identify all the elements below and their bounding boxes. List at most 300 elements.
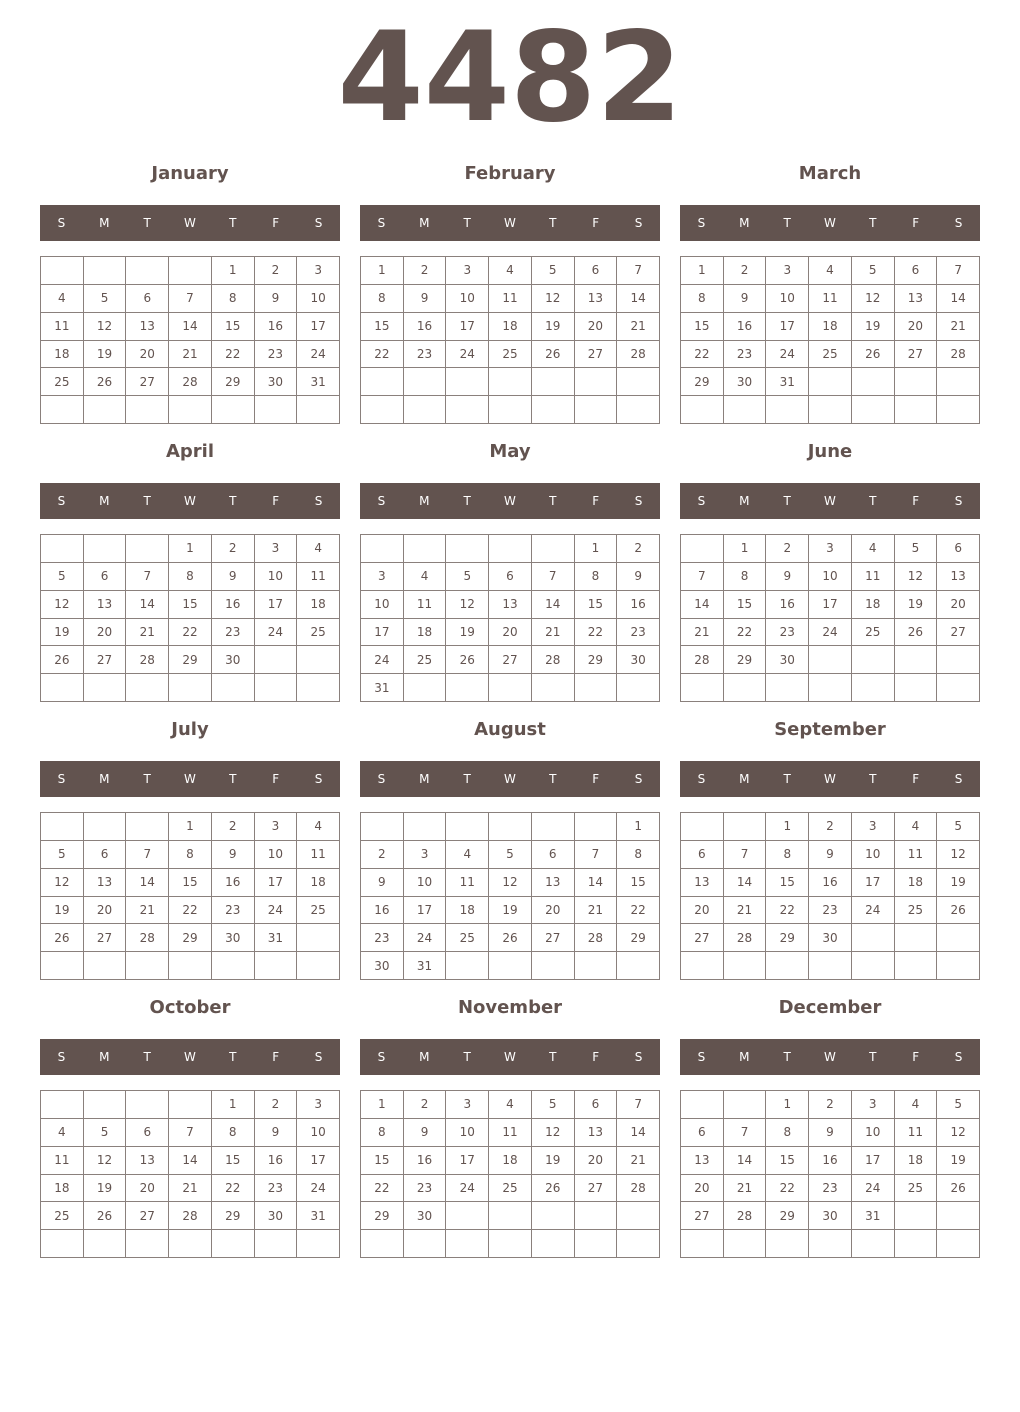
empty-day-cell <box>809 1230 852 1258</box>
weekday-label: S <box>954 772 963 786</box>
empty-day-cell <box>489 952 532 980</box>
empty-day-cell <box>489 1202 532 1230</box>
empty-day-cell <box>937 396 980 424</box>
day-cell: 16 <box>724 313 767 341</box>
day-cell: 20 <box>937 591 980 619</box>
day-cell: 6 <box>84 841 127 869</box>
day-cell: 1 <box>212 1091 255 1119</box>
empty-day-cell <box>895 674 938 702</box>
day-cell: 28 <box>724 1202 767 1230</box>
day-cell: 18 <box>297 591 340 619</box>
empty-day-cell <box>361 396 404 424</box>
day-cell: 13 <box>681 1147 724 1175</box>
day-cell: 27 <box>126 1202 169 1230</box>
weekday-label: M <box>99 772 110 786</box>
empty-day-cell <box>446 1202 489 1230</box>
day-cell: 28 <box>169 368 212 396</box>
empty-day-cell <box>617 368 660 396</box>
month-title: June <box>807 441 853 462</box>
empty-day-cell <box>895 1202 938 1230</box>
empty-day-cell <box>255 674 298 702</box>
day-cell: 30 <box>255 368 298 396</box>
day-cell: 25 <box>489 341 532 369</box>
empty-day-cell <box>84 674 127 702</box>
day-cell: 11 <box>895 1119 938 1147</box>
day-cell: 8 <box>361 285 404 313</box>
weekday-label: S <box>697 1050 706 1064</box>
weekday-header <box>360 205 660 241</box>
day-cell: 15 <box>212 1147 255 1175</box>
day-cell: 21 <box>532 619 575 647</box>
weekday-label: S <box>954 216 963 230</box>
day-cell: 27 <box>84 924 127 952</box>
day-cell: 14 <box>724 869 767 897</box>
day-cell: 13 <box>937 563 980 591</box>
weekday-header <box>360 1039 660 1075</box>
empty-day-cell <box>809 368 852 396</box>
day-cell: 22 <box>212 1175 255 1203</box>
day-cell: 8 <box>575 563 618 591</box>
empty-day-cell <box>895 646 938 674</box>
weekday-header <box>360 483 660 519</box>
weekday-header <box>360 761 660 797</box>
empty-day-cell <box>575 1230 618 1258</box>
day-grid <box>680 534 980 702</box>
day-cell: 1 <box>212 257 255 285</box>
day-cell: 1 <box>169 535 212 563</box>
day-cell: 13 <box>489 591 532 619</box>
empty-day-cell <box>446 674 489 702</box>
day-cell: 5 <box>41 563 84 591</box>
day-grid <box>40 1090 340 1258</box>
empty-day-cell <box>404 535 447 563</box>
weekday-label: T <box>869 1050 877 1064</box>
empty-day-cell <box>766 952 809 980</box>
weekday-label: W <box>184 772 196 786</box>
day-cell: 3 <box>255 535 298 563</box>
day-cell: 25 <box>446 924 489 952</box>
day-cell: 12 <box>41 869 84 897</box>
empty-day-cell <box>852 368 895 396</box>
empty-day-cell <box>852 924 895 952</box>
day-cell: 20 <box>126 341 169 369</box>
day-cell: 7 <box>575 841 618 869</box>
empty-day-cell <box>681 952 724 980</box>
weekday-label: S <box>377 216 386 230</box>
empty-day-cell <box>681 813 724 841</box>
weekday-label: T <box>143 772 151 786</box>
day-cell: 1 <box>169 813 212 841</box>
empty-day-cell <box>489 674 532 702</box>
day-cell: 20 <box>575 1147 618 1175</box>
weekday-label: T <box>143 494 151 508</box>
day-cell: 20 <box>681 1175 724 1203</box>
day-cell: 28 <box>126 924 169 952</box>
day-cell: 27 <box>126 368 169 396</box>
day-cell: 17 <box>852 1147 895 1175</box>
day-cell: 5 <box>532 257 575 285</box>
day-cell: 25 <box>852 619 895 647</box>
weekday-label: T <box>463 1050 471 1064</box>
weekday-label: F <box>912 1050 920 1064</box>
empty-day-cell <box>937 674 980 702</box>
day-cell: 21 <box>681 619 724 647</box>
day-cell: 10 <box>766 285 809 313</box>
day-cell: 6 <box>575 257 618 285</box>
month-title: September <box>774 719 886 740</box>
empty-day-cell <box>895 1230 938 1258</box>
weekday-label: S <box>954 494 963 508</box>
day-cell: 2 <box>361 841 404 869</box>
day-cell: 2 <box>212 535 255 563</box>
day-cell: 30 <box>617 646 660 674</box>
day-cell: 4 <box>41 1119 84 1147</box>
day-cell: 10 <box>809 563 852 591</box>
weekday-label: S <box>314 1050 323 1064</box>
day-cell: 8 <box>724 563 767 591</box>
weekday-label: W <box>504 216 516 230</box>
day-cell: 6 <box>681 1119 724 1147</box>
day-cell: 21 <box>126 897 169 925</box>
month-title: March <box>798 163 862 184</box>
weekday-label: M <box>99 216 110 230</box>
day-cell: 15 <box>212 313 255 341</box>
day-grid <box>360 812 660 980</box>
empty-day-cell <box>84 1091 127 1119</box>
day-cell: 14 <box>532 591 575 619</box>
day-grid <box>40 256 340 424</box>
day-cell: 9 <box>724 285 767 313</box>
weekday-label: M <box>739 772 750 786</box>
day-cell: 9 <box>361 869 404 897</box>
day-cell: 10 <box>446 285 489 313</box>
day-cell: 14 <box>126 591 169 619</box>
day-cell: 26 <box>895 619 938 647</box>
empty-day-cell <box>297 674 340 702</box>
day-grid <box>360 256 660 424</box>
empty-day-cell <box>809 674 852 702</box>
day-cell: 7 <box>681 563 724 591</box>
day-cell: 9 <box>255 1119 298 1147</box>
day-cell: 5 <box>41 841 84 869</box>
day-cell: 3 <box>852 813 895 841</box>
weekday-label: S <box>697 216 706 230</box>
month-title: January <box>151 163 229 184</box>
day-cell: 4 <box>404 563 447 591</box>
day-cell: 3 <box>766 257 809 285</box>
day-cell: 1 <box>724 535 767 563</box>
day-cell: 26 <box>489 924 532 952</box>
empty-day-cell <box>681 1091 724 1119</box>
day-cell: 5 <box>937 813 980 841</box>
day-cell: 15 <box>766 1147 809 1175</box>
day-cell: 19 <box>895 591 938 619</box>
day-cell: 26 <box>852 341 895 369</box>
day-cell: 21 <box>617 313 660 341</box>
day-cell: 16 <box>404 1147 447 1175</box>
empty-day-cell <box>489 1230 532 1258</box>
empty-day-cell <box>255 646 298 674</box>
day-cell: 20 <box>126 1175 169 1203</box>
empty-day-cell <box>575 396 618 424</box>
day-cell: 12 <box>895 563 938 591</box>
day-cell: 30 <box>361 952 404 980</box>
day-cell: 7 <box>126 841 169 869</box>
empty-day-cell <box>297 646 340 674</box>
day-cell: 17 <box>297 313 340 341</box>
day-cell: 17 <box>852 869 895 897</box>
day-cell: 18 <box>895 869 938 897</box>
day-cell: 4 <box>895 1091 938 1119</box>
day-cell: 29 <box>169 646 212 674</box>
day-cell: 10 <box>255 841 298 869</box>
day-cell: 30 <box>255 1202 298 1230</box>
day-cell: 21 <box>724 1175 767 1203</box>
weekday-label: M <box>419 1050 430 1064</box>
empty-day-cell <box>212 396 255 424</box>
weekday-label: W <box>504 1050 516 1064</box>
day-grid <box>680 812 980 980</box>
empty-day-cell <box>169 674 212 702</box>
day-cell: 4 <box>41 285 84 313</box>
day-cell: 8 <box>212 285 255 313</box>
day-cell: 24 <box>446 1175 489 1203</box>
empty-day-cell <box>41 396 84 424</box>
day-cell: 3 <box>361 563 404 591</box>
day-cell: 9 <box>404 285 447 313</box>
day-cell: 26 <box>532 1175 575 1203</box>
day-cell: 28 <box>169 1202 212 1230</box>
day-cell: 24 <box>404 924 447 952</box>
empty-day-cell <box>41 1230 84 1258</box>
empty-day-cell <box>126 396 169 424</box>
day-cell: 26 <box>937 897 980 925</box>
day-cell: 9 <box>404 1119 447 1147</box>
day-cell: 15 <box>169 591 212 619</box>
day-cell: 27 <box>937 619 980 647</box>
day-cell: 16 <box>404 313 447 341</box>
day-cell: 25 <box>41 368 84 396</box>
day-cell: 11 <box>297 841 340 869</box>
day-cell: 5 <box>84 285 127 313</box>
day-cell: 19 <box>41 619 84 647</box>
day-cell: 10 <box>446 1119 489 1147</box>
day-cell: 12 <box>489 869 532 897</box>
day-cell: 15 <box>575 591 618 619</box>
day-cell: 18 <box>404 619 447 647</box>
day-cell: 20 <box>84 619 127 647</box>
weekday-label: W <box>184 216 196 230</box>
day-cell: 17 <box>255 869 298 897</box>
weekday-label: T <box>143 216 151 230</box>
day-cell: 25 <box>895 897 938 925</box>
day-cell: 16 <box>361 897 404 925</box>
weekday-label: W <box>184 1050 196 1064</box>
day-cell: 28 <box>575 924 618 952</box>
day-cell: 9 <box>766 563 809 591</box>
day-cell: 18 <box>809 313 852 341</box>
day-cell: 29 <box>361 1202 404 1230</box>
day-cell: 31 <box>361 674 404 702</box>
empty-day-cell <box>617 952 660 980</box>
day-cell: 23 <box>724 341 767 369</box>
day-cell: 29 <box>766 924 809 952</box>
day-cell: 23 <box>255 341 298 369</box>
day-grid <box>680 256 980 424</box>
day-cell: 27 <box>84 646 127 674</box>
day-cell: 11 <box>852 563 895 591</box>
day-cell: 23 <box>404 1175 447 1203</box>
day-cell: 4 <box>446 841 489 869</box>
weekday-label: M <box>739 494 750 508</box>
day-cell: 3 <box>297 1091 340 1119</box>
day-cell: 5 <box>852 257 895 285</box>
weekday-label: W <box>504 772 516 786</box>
empty-day-cell <box>724 813 767 841</box>
day-cell: 19 <box>937 1147 980 1175</box>
weekday-label: S <box>697 494 706 508</box>
day-cell: 7 <box>724 1119 767 1147</box>
day-cell: 7 <box>126 563 169 591</box>
weekday-label: S <box>314 216 323 230</box>
day-cell: 15 <box>724 591 767 619</box>
day-cell: 1 <box>766 1091 809 1119</box>
day-cell: 2 <box>766 535 809 563</box>
day-cell: 8 <box>361 1119 404 1147</box>
day-cell: 7 <box>937 257 980 285</box>
empty-day-cell <box>361 535 404 563</box>
day-cell: 23 <box>212 897 255 925</box>
day-cell: 14 <box>617 1119 660 1147</box>
empty-day-cell <box>681 396 724 424</box>
weekday-label: S <box>57 216 66 230</box>
day-cell: 15 <box>681 313 724 341</box>
empty-day-cell <box>852 396 895 424</box>
empty-day-cell <box>126 674 169 702</box>
day-cell: 31 <box>404 952 447 980</box>
empty-day-cell <box>126 257 169 285</box>
empty-day-cell <box>852 646 895 674</box>
weekday-label: F <box>592 216 600 230</box>
day-cell: 13 <box>532 869 575 897</box>
day-cell: 30 <box>809 924 852 952</box>
weekday-label: S <box>377 772 386 786</box>
day-cell: 19 <box>41 897 84 925</box>
empty-day-cell <box>404 1230 447 1258</box>
weekday-label: F <box>272 494 280 508</box>
day-cell: 21 <box>724 897 767 925</box>
empty-day-cell <box>617 396 660 424</box>
empty-day-cell <box>212 1230 255 1258</box>
day-cell: 1 <box>361 1091 404 1119</box>
day-cell: 12 <box>532 285 575 313</box>
weekday-label: W <box>824 494 836 508</box>
day-cell: 6 <box>575 1091 618 1119</box>
empty-day-cell <box>255 396 298 424</box>
empty-day-cell <box>297 924 340 952</box>
weekday-label: S <box>57 494 66 508</box>
day-cell: 4 <box>852 535 895 563</box>
empty-day-cell <box>724 674 767 702</box>
day-cell: 30 <box>212 646 255 674</box>
day-cell: 16 <box>617 591 660 619</box>
day-cell: 6 <box>937 535 980 563</box>
day-cell: 28 <box>724 924 767 952</box>
day-cell: 7 <box>724 841 767 869</box>
empty-day-cell <box>575 813 618 841</box>
day-cell: 4 <box>489 1091 532 1119</box>
weekday-label: S <box>377 1050 386 1064</box>
empty-day-cell <box>895 396 938 424</box>
day-cell: 10 <box>404 869 447 897</box>
day-cell: 31 <box>766 368 809 396</box>
day-cell: 21 <box>575 897 618 925</box>
day-cell: 22 <box>766 897 809 925</box>
day-cell: 22 <box>361 341 404 369</box>
month-title: July <box>171 719 209 740</box>
weekday-label: T <box>869 772 877 786</box>
empty-day-cell <box>446 952 489 980</box>
empty-day-cell <box>212 674 255 702</box>
empty-day-cell <box>297 1230 340 1258</box>
day-cell: 22 <box>617 897 660 925</box>
empty-day-cell <box>126 535 169 563</box>
weekday-label: T <box>783 772 791 786</box>
day-cell: 16 <box>766 591 809 619</box>
month-title: October <box>149 997 231 1018</box>
day-cell: 10 <box>297 1119 340 1147</box>
empty-day-cell <box>724 952 767 980</box>
day-cell: 10 <box>297 285 340 313</box>
day-cell: 10 <box>852 1119 895 1147</box>
day-cell: 12 <box>446 591 489 619</box>
empty-day-cell <box>937 1230 980 1258</box>
day-cell: 4 <box>809 257 852 285</box>
day-cell: 23 <box>809 897 852 925</box>
empty-day-cell <box>681 1230 724 1258</box>
day-cell: 13 <box>575 285 618 313</box>
day-cell: 2 <box>212 813 255 841</box>
weekday-label: T <box>549 494 557 508</box>
day-cell: 3 <box>852 1091 895 1119</box>
day-cell: 25 <box>404 646 447 674</box>
empty-day-cell <box>809 396 852 424</box>
empty-day-cell <box>41 257 84 285</box>
empty-day-cell <box>126 952 169 980</box>
day-cell: 5 <box>84 1119 127 1147</box>
month-title: December <box>778 997 882 1018</box>
empty-day-cell <box>724 396 767 424</box>
day-cell: 26 <box>532 341 575 369</box>
day-cell: 14 <box>681 591 724 619</box>
day-cell: 11 <box>297 563 340 591</box>
day-cell: 6 <box>895 257 938 285</box>
weekday-header <box>40 1039 340 1075</box>
day-cell: 22 <box>169 619 212 647</box>
weekday-label: F <box>592 1050 600 1064</box>
day-cell: 2 <box>255 1091 298 1119</box>
empty-day-cell <box>532 813 575 841</box>
day-cell: 5 <box>895 535 938 563</box>
day-cell: 2 <box>404 1091 447 1119</box>
day-cell: 5 <box>489 841 532 869</box>
empty-day-cell <box>446 813 489 841</box>
weekday-header <box>680 483 980 519</box>
day-cell: 30 <box>212 924 255 952</box>
day-cell: 18 <box>895 1147 938 1175</box>
day-cell: 9 <box>809 1119 852 1147</box>
day-cell: 1 <box>575 535 618 563</box>
